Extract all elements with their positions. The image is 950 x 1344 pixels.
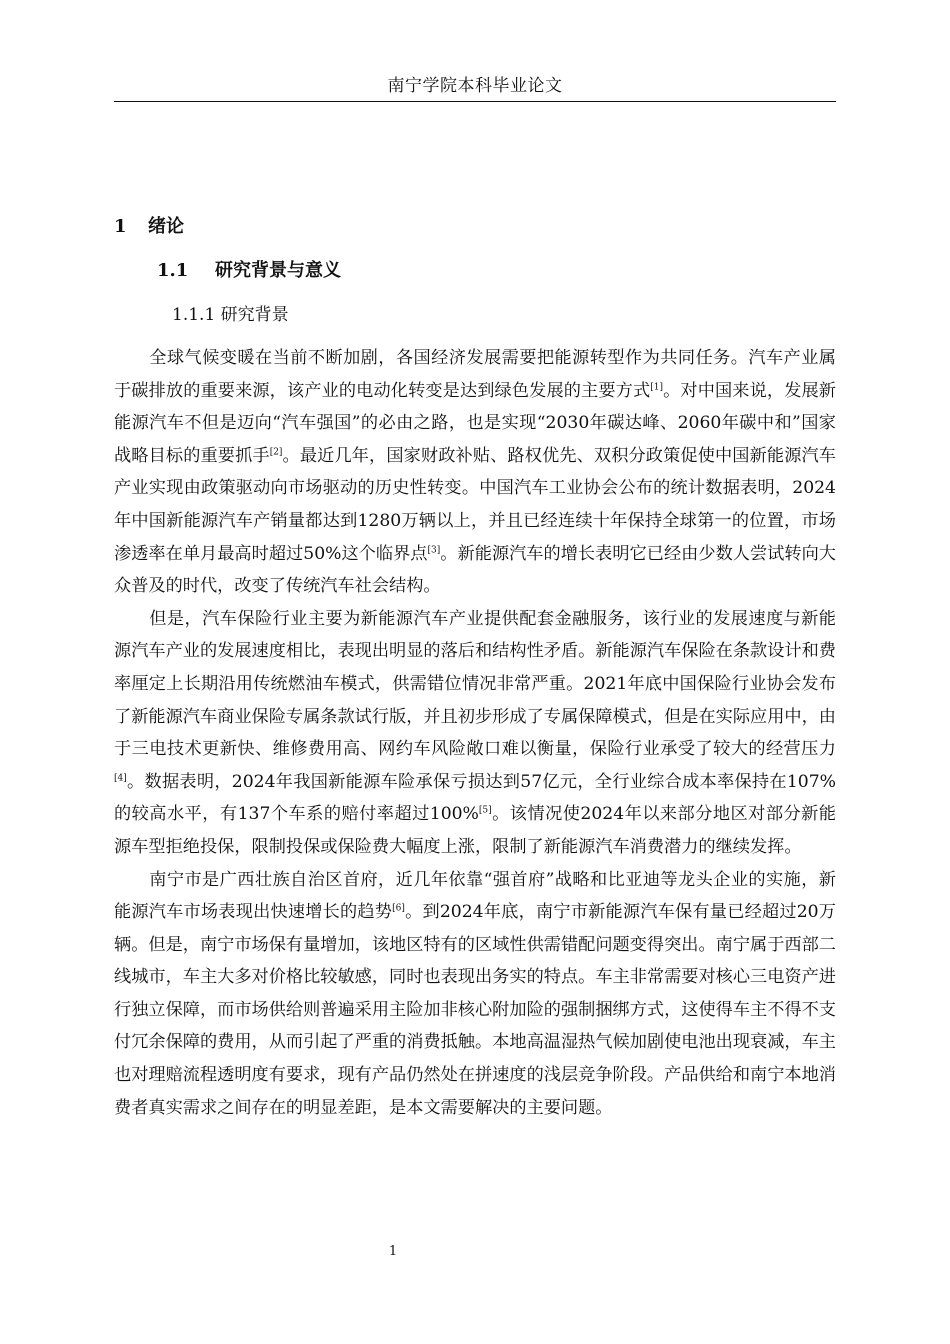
text-run: 全球气候变暖在当前不断加剧，各国经济发展需要把能源转型作为共同任务。汽车产业属于碳排放的重要来源，该产业的电动化转变是达到绿色发展的主要方式 bbox=[114, 348, 836, 401]
citation-ref: [2] bbox=[269, 447, 283, 458]
chapter-heading bbox=[114, 214, 184, 240]
text-run: 。新能源汽车的增长表明它已经由少数人尝试转向大众普及的时代，改变了传统汽车社会结构。 bbox=[114, 543, 836, 597]
section-title: 研究背景与意义 bbox=[215, 260, 341, 281]
paragraph-1 bbox=[114, 342, 836, 603]
page-number: 1 bbox=[388, 1244, 398, 1259]
text-run: 。最近几年，国家财政补贴、路权优先、双积分政策促使中国新能源汽车产业实现由政策驱动向市场驱动的历史性转变。中国汽车工业协会公布的统计数据表明，2024年中国新能源汽车产销量都达到1280万辆以上，并且已经连续十年保持全球第一的位置，市场渗透率在单月最高时超过50%这个临界点 bbox=[114, 445, 836, 564]
section-number: 1.1 bbox=[157, 260, 189, 281]
text-run: 。到2024年底，南宁市新能源汽车保有量已经超过20万辆。但是，南宁市场保有量增加，该地区特有的区域性供需错配问题变得突出。南宁属于西部二线城市，车主大多对价格比较敏感，同时也表现出务实的特点。车主非常需要对核心三电资产进行独立保障，而市场供给则普遍采用主险加非核心附加险的强制捆绑方式，这使得车主不得不支付冗余保障的费用，从而引起了严重的消费抵触。本地高温湿热气候加剧使电池出现衰减，车主也对理赔流程透明度有要求，现有产品仍然处在拼速度的浅层竞争阶段。产品供给和南宁本地消费者真实需求之间存在的明显差距，是本文需要解决的主要问题。 bbox=[114, 902, 836, 1118]
text-run: 但是，汽车保险行业主要为新能源汽车产业提供配套金融服务，该行业的发展速度与新能源汽车产业的发展速度相比，表现出明显的落后和结构性矛盾。新能源汽车保险在条款设计和费率厘定上长期沿用传统燃油车模式，供需错位情况非常严重。2021年底中国保险行业协会发布了新能源汽车商业保险专属条款试行版，并且初步形成了专属保障模式，但是在实际应用中，由于三电技术更新快、维修费用高、网约车风险敞口难以衡量，保险行业承受了较大的经营压力 bbox=[114, 608, 836, 760]
chapter-title: 绪论 bbox=[148, 216, 184, 237]
citation-ref: [3] bbox=[427, 544, 441, 555]
text-run: 。该情况使2024年以来部分地区对部分新能源车型拒绝投保，限制投保或保险费大幅度上涨，限制了新能源汽车消费潜力的继续发挥。 bbox=[114, 804, 836, 857]
chapter-number: 1 bbox=[114, 216, 127, 237]
text-run: 南宁市是广西壮族自治区首府，近几年依靠“强首府”战略和比亚迪等龙头企业的实施，新能源汽车市场表现出快速增长的趋势 bbox=[114, 869, 836, 923]
citation-ref: [4] bbox=[114, 772, 127, 783]
running-header: 南宁学院本科毕业论文 bbox=[387, 76, 563, 96]
header-divider bbox=[114, 101, 836, 102]
subsection-heading: 1.1.1 研究背景 bbox=[172, 305, 289, 325]
section-heading bbox=[157, 258, 341, 284]
paragraph-3 bbox=[114, 864, 836, 1125]
body-text bbox=[114, 342, 836, 1124]
citation-ref: [6] bbox=[392, 903, 405, 914]
text-run: 。对中国来说，发展新能源汽车不但是迈向“汽车强国”的必由之路，也是实现“2030年碳达峰、2060年碳中和”国家战略目标的重要抓手 bbox=[114, 380, 836, 466]
citation-ref: [1] bbox=[650, 381, 663, 392]
text-run: 。数据表明，2024年我国新能源车险承保亏损达到57亿元，全行业综合成本率保持在107%的较高水平，有137个车系的赔付率超过100% bbox=[114, 771, 836, 825]
paragraph-2 bbox=[114, 603, 836, 864]
citation-ref: [5] bbox=[478, 805, 492, 816]
